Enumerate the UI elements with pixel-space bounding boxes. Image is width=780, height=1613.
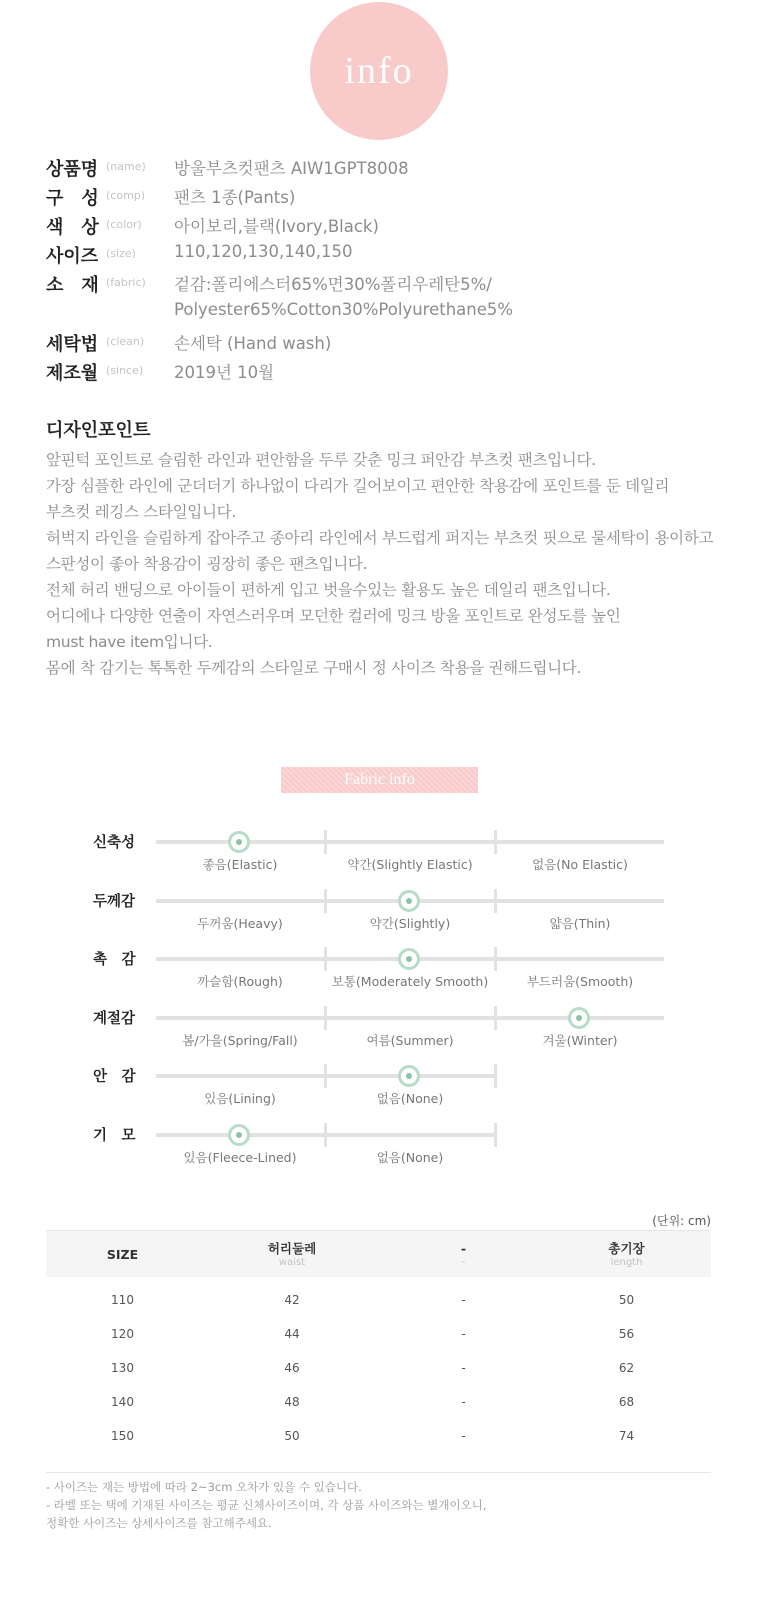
fabric-scale-option: 좋음(Elastic) bbox=[202, 857, 278, 872]
fabric-scale-option: 약간(Slightly Elastic) bbox=[347, 857, 473, 872]
design-line: 가장 심플한 라인에 군더더기 하나없이 다리가 길어보이고 편안한 착용감에 포인트를 둔 데일리 bbox=[46, 477, 670, 495]
fabric-scale-option: 있음(Lining) bbox=[204, 1091, 276, 1106]
fabric-scale-option: 없음(No Elastic) bbox=[532, 857, 628, 872]
fabric-scale-divider bbox=[494, 947, 497, 971]
design-line: 전체 허리 밴딩으로 아이들이 편하게 입고 벗을수있는 활용도 높은 데일리 팬츠입니다. bbox=[46, 581, 611, 599]
cell-size: 110 bbox=[111, 1292, 134, 1307]
spec-label: 소 재 bbox=[46, 275, 99, 296]
spec-value: 2019년 10월 bbox=[174, 363, 275, 382]
fabric-scale-divider bbox=[494, 1006, 497, 1030]
cell-size: 130 bbox=[111, 1360, 134, 1375]
info-title: info bbox=[344, 50, 414, 92]
spec-label: 구 성 bbox=[46, 188, 99, 209]
cell-blank: - bbox=[461, 1360, 466, 1375]
fabric-scale-divider bbox=[324, 889, 327, 913]
design-point-title: 디자인포인트 bbox=[46, 420, 151, 441]
note-line: 정확한 사이즈는 상세사이즈를 참고해주세요. bbox=[46, 1516, 272, 1530]
design-line: 스판성이 좋아 착용감이 굉장히 좋은 팬츠입니다. bbox=[46, 555, 368, 573]
fabric-scale-option: 까슬함(Rough) bbox=[197, 974, 283, 989]
spec-label: 제조월 bbox=[46, 363, 99, 384]
fabric-scale-option: 부드러움(Smooth) bbox=[526, 974, 634, 989]
spec-sub: (color) bbox=[106, 218, 142, 231]
fabric-scale-option: 약간(Slightly) bbox=[369, 916, 451, 931]
fabric-scale-option: 없음(None) bbox=[376, 1091, 444, 1106]
fabric-scale-option: 겨울(Winter) bbox=[542, 1033, 618, 1048]
size-table bbox=[46, 1230, 711, 1453]
design-line: 몸에 착 감기는 톡톡한 두께감의 스타일로 구매시 정 사이즈 착용을 권해드립니다. bbox=[46, 659, 582, 677]
table-row bbox=[46, 1317, 711, 1351]
fabric-scale-row bbox=[0, 894, 780, 949]
design-line: 허벅지 라인을 슬림하게 잡아주고 종아리 라인에서 부드럽게 퍼지는 부츠컷 핏으로 물세탁이 용이하고 bbox=[46, 529, 714, 547]
cell-waist: 46 bbox=[284, 1360, 300, 1375]
fabric-scale-label: 촉 감 bbox=[93, 952, 136, 968]
spec-value: 아이보리,블랙(Ivory,Black) bbox=[174, 217, 379, 236]
fabric-scale-row bbox=[0, 1011, 780, 1066]
fabric-scale-divider bbox=[494, 830, 497, 854]
spec-since bbox=[46, 359, 746, 388]
header-waist: 허리둘레 waist bbox=[199, 1231, 385, 1277]
fabric-scale-row bbox=[0, 1069, 780, 1124]
fabric-scale-option: 없음(None) bbox=[376, 1150, 444, 1165]
fabric-scale-label: 두께감 bbox=[93, 894, 136, 910]
cell-size: 120 bbox=[111, 1326, 134, 1341]
cell-size: 140 bbox=[111, 1394, 134, 1409]
fabric-scale-option: 얇음(Thin) bbox=[549, 916, 611, 931]
spec-size bbox=[46, 242, 746, 271]
fabric-scale-divider bbox=[324, 830, 327, 854]
cell-length: 74 bbox=[618, 1428, 635, 1443]
table-row bbox=[46, 1419, 711, 1453]
spec-name bbox=[46, 155, 746, 184]
spec-sub: (fabric) bbox=[106, 276, 146, 289]
cell-length: 68 bbox=[618, 1394, 635, 1409]
cell-size: 150 bbox=[111, 1428, 134, 1443]
size-table-header bbox=[46, 1231, 711, 1277]
spec-sub: (name) bbox=[106, 160, 146, 173]
spec-value-line2: Polyester65%Cotton30%Polyurethane5% bbox=[174, 300, 514, 319]
cell-blank: - bbox=[461, 1394, 466, 1409]
spec-fabric bbox=[46, 271, 746, 329]
unit-label: (단위: cm) bbox=[652, 1214, 711, 1228]
cell-waist: 50 bbox=[284, 1428, 300, 1443]
spec-value: 방울부츠컷팬츠 AIW1GPT8008 bbox=[174, 159, 409, 178]
fabric-scale-marker bbox=[398, 1065, 420, 1087]
fabric-scale-row bbox=[0, 835, 780, 890]
cell-length: 56 bbox=[618, 1326, 635, 1341]
spec-sub: (comp) bbox=[106, 189, 146, 202]
fabric-info-title: Fabric info bbox=[281, 767, 478, 793]
table-row bbox=[46, 1385, 711, 1419]
fabric-scale-marker bbox=[568, 1007, 590, 1029]
fabric-scale-marker bbox=[228, 1124, 250, 1146]
fabric-scale-row bbox=[0, 1128, 780, 1183]
fabric-scale-option: 봄/가을(Spring/Fall) bbox=[182, 1033, 298, 1048]
table-row bbox=[46, 1277, 711, 1317]
spec-value: 110,120,130,140,150 bbox=[174, 242, 353, 261]
fabric-scale-divider bbox=[494, 1123, 497, 1147]
fabric-scale-option: 두꺼움(Heavy) bbox=[197, 916, 283, 931]
fabric-scale-divider bbox=[324, 1123, 327, 1147]
fabric-scale-divider bbox=[494, 1064, 497, 1088]
spec-value: 손세탁 (Hand wash) bbox=[174, 334, 332, 353]
design-line: 앞핀턱 포인트로 슬림한 라인과 편안함을 두루 갖춘 밍크 퍼안감 부츠컷 팬츠입니다. bbox=[46, 451, 596, 469]
cell-blank: - bbox=[461, 1292, 466, 1307]
spec-sub: (clean) bbox=[106, 335, 145, 348]
note-line: - 사이즈는 재는 방법에 따라 2~3cm 오차가 있을 수 있습니다. bbox=[46, 1480, 362, 1494]
cell-waist: 42 bbox=[284, 1292, 300, 1307]
fabric-scale-label: 기 모 bbox=[93, 1128, 136, 1144]
header-blank: - - bbox=[385, 1231, 542, 1277]
design-line: 부츠컷 레깅스 스타일입니다. bbox=[46, 503, 236, 521]
spec-value: 팬츠 1종(Pants) bbox=[174, 188, 296, 207]
design-line: must have item입니다. bbox=[46, 633, 213, 651]
fabric-scale-marker bbox=[398, 890, 420, 912]
note-line: - 라벨 또는 택에 기재된 사이즈는 평균 신체사이즈이며, 각 상품 사이즈와는 별개이오니, bbox=[46, 1498, 487, 1512]
cell-blank: - bbox=[461, 1326, 466, 1341]
spec-sub: (size) bbox=[106, 247, 136, 260]
fabric-scale-divider bbox=[324, 1064, 327, 1088]
fabric-scale-row bbox=[0, 952, 780, 1007]
notes-divider bbox=[46, 1472, 711, 1473]
cell-blank: - bbox=[461, 1428, 466, 1443]
spec-label: 세탁법 bbox=[46, 334, 99, 355]
table-row bbox=[46, 1351, 711, 1385]
fabric-scale-option: 여름(Summer) bbox=[366, 1033, 454, 1048]
fabric-scale-label: 신축성 bbox=[93, 835, 136, 851]
fabric-scale-label: 계절감 bbox=[93, 1011, 136, 1027]
fabric-scale-marker bbox=[228, 831, 250, 853]
spec-label: 상품명 bbox=[46, 159, 99, 180]
info-badge bbox=[310, 2, 448, 140]
fabric-scale-option: 있음(Fleece-Lined) bbox=[183, 1150, 297, 1165]
fabric-scale-divider bbox=[324, 1006, 327, 1030]
spec-label: 사이즈 bbox=[46, 246, 99, 267]
fabric-scale-divider bbox=[324, 947, 327, 971]
fabric-scale-label: 안 감 bbox=[93, 1069, 136, 1085]
cell-length: 62 bbox=[618, 1360, 635, 1375]
design-line: 어디에나 다양한 연출이 자연스러우며 모던한 컬러에 밍크 방울 포인트로 완성도를 높인 bbox=[46, 607, 621, 625]
spec-clean bbox=[46, 330, 746, 359]
spec-color bbox=[46, 213, 746, 242]
header-length: 총기장 length bbox=[542, 1231, 711, 1277]
spec-sub: (since) bbox=[106, 364, 144, 377]
cell-length: 50 bbox=[618, 1292, 635, 1307]
size-notes bbox=[46, 1479, 746, 1533]
spec-value: 겉감:폴리에스터65%면30%폴리우레탄5%/ bbox=[174, 275, 492, 294]
cell-waist: 44 bbox=[284, 1326, 300, 1341]
cell-waist: 48 bbox=[284, 1394, 300, 1409]
header-size: SIZE bbox=[46, 1231, 199, 1277]
fabric-scale-divider bbox=[494, 889, 497, 913]
spec-comp bbox=[46, 184, 746, 213]
fabric-scale-marker bbox=[398, 948, 420, 970]
fabric-scale-option: 보통(Moderately Smooth) bbox=[331, 974, 489, 989]
design-point-text bbox=[46, 448, 766, 682]
spec-label: 색 상 bbox=[46, 217, 99, 238]
